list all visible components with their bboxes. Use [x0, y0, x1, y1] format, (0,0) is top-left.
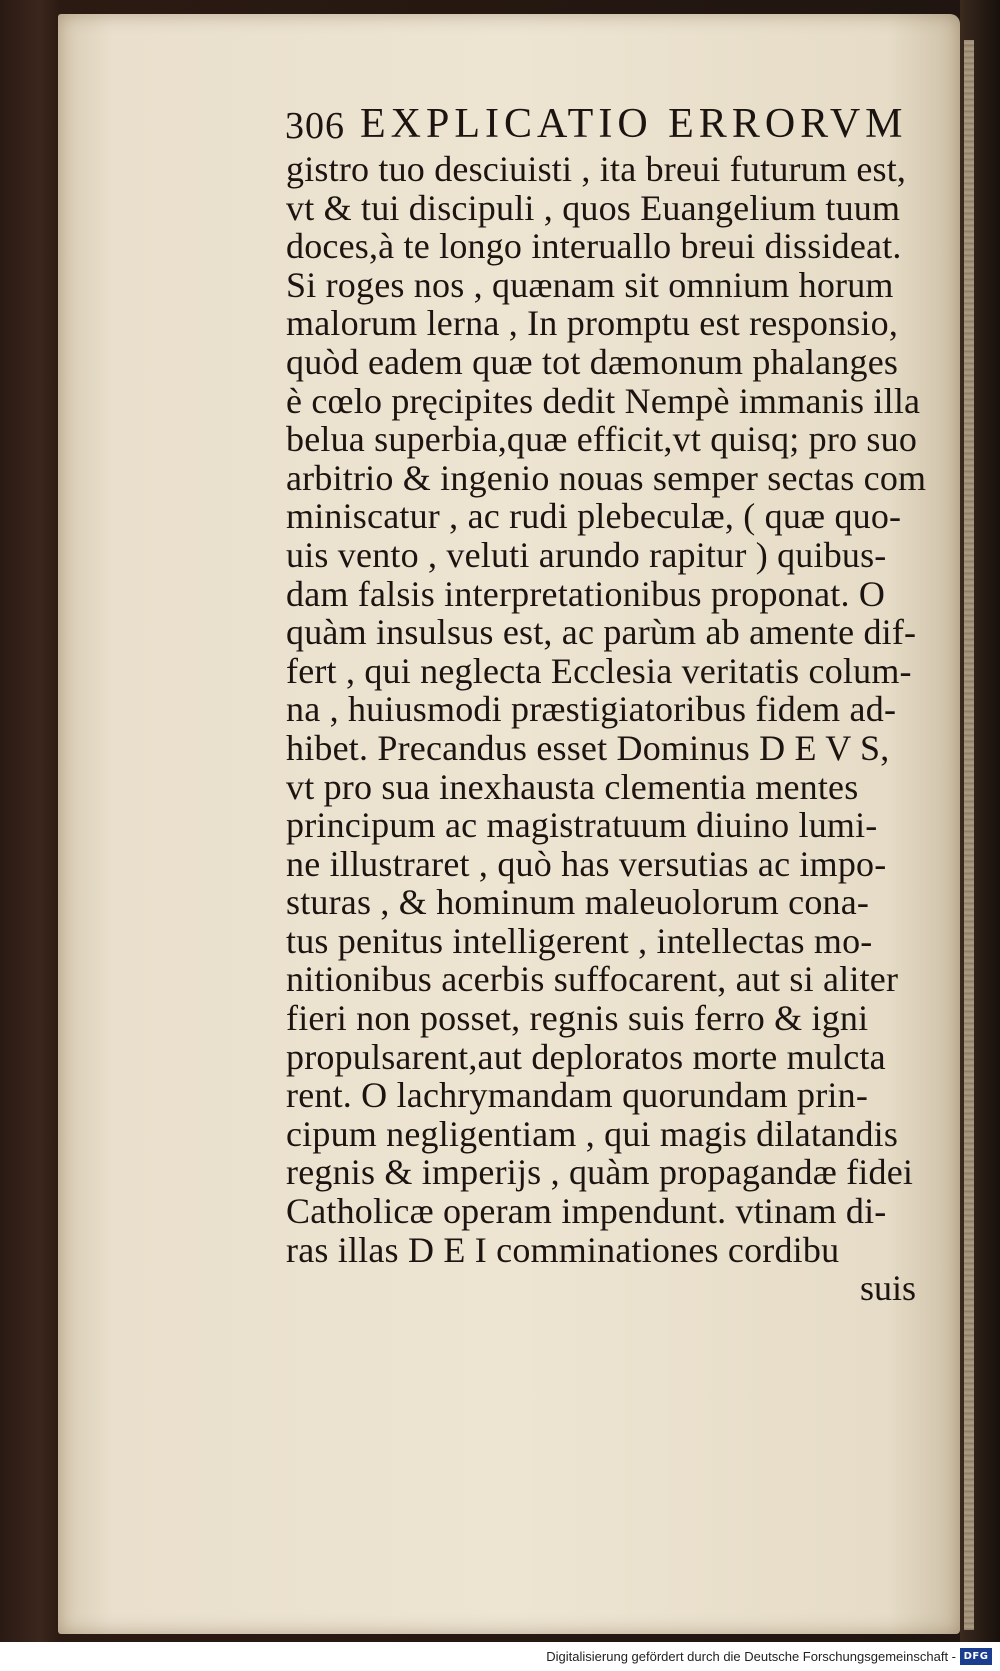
- text-line: vt pro sua inexhausta clementia mentes: [286, 766, 859, 807]
- running-head: EXPLICATIO ERRORVM: [360, 101, 908, 147]
- footer-bar: [0, 1644, 1000, 1671]
- text-line: dam falsis interpretationibus proponat. O: [286, 573, 886, 614]
- text-line: propulsarent,aut deploratos morte mulcta: [286, 1036, 886, 1077]
- text-line: Catholicæ operam impendunt. vtinam di-: [286, 1191, 887, 1232]
- text-line: cipum negligentiam , qui magis dilatandis: [286, 1113, 899, 1154]
- dfg-logo: DFG: [960, 1648, 992, 1665]
- text-line: nitionibus acerbis suffocarent, aut si aliter: [286, 959, 899, 1000]
- text-line: è cœlo pręcipites dedit Nempè immanis illa: [286, 380, 921, 421]
- text-line: fieri non posset, regnis suis ferro & igni: [286, 998, 869, 1039]
- text-line: doces,à te longo interuallo breui dissideat.: [286, 226, 902, 267]
- catchword: suis: [859, 1268, 916, 1309]
- text-line: ras illas D E I comminationes cordibu: [286, 1229, 840, 1270]
- text-line: quòd eadem quæ tot dæmonum phalanges: [286, 341, 899, 382]
- funding-credit: Digitalisierung gefördert durch die Deutsche Forschungsgemeinschaft -: [546, 1649, 956, 1664]
- page-fore-edge: [964, 40, 974, 1630]
- text-line: tus penitus intelligerent , intellectas mo-: [286, 920, 873, 961]
- text-line: fert , qui neglecta Ecclesia veritatis colum-: [286, 650, 912, 691]
- text-line: principum ac magistratuum diuino lumi-: [286, 805, 878, 846]
- text-line: arbitrio & ingenio nouas semper sectas com: [286, 457, 927, 498]
- text-line: uis vento , veluti arundo rapitur ) quibus-: [286, 534, 887, 575]
- text-line: miniscatur , ac rudi plebeculæ, ( quæ quo-: [286, 496, 902, 537]
- text-line: gistro tuo desciuisti , ita breui futurum est,: [286, 149, 907, 189]
- text-line: Si roges nos , quænam sit omnium horum: [286, 264, 894, 305]
- page-number: 306: [285, 105, 345, 147]
- text-line: sturas , & hominum maleuolorum cona-: [286, 882, 870, 923]
- text-line: vt & tui discipuli , quos Euangelium tuum: [286, 187, 901, 228]
- text-line: rent. O lachrymandam quorundam prin-: [286, 1075, 869, 1116]
- text-line: hibet. Precandus esset Dominus D E V S,: [286, 727, 890, 768]
- text-line: quàm insulsus est, ac parùm ab amente dif-: [286, 612, 917, 653]
- text-line: malorum lerna , In promptu est responsio,: [286, 303, 899, 344]
- text-line: na , huiusmodi præstigiatoribus fidem ad-: [286, 689, 897, 730]
- text-line: regnis & imperijs , quàm propagandæ fidei: [286, 1152, 914, 1193]
- text-line: belua superbia,quæ efficit,vt quisq; pro suo: [286, 419, 918, 460]
- body-text: [286, 150, 936, 1308]
- page-header: [285, 96, 925, 152]
- text-line: ne illustraret , quò has versutias ac impo-: [286, 843, 887, 884]
